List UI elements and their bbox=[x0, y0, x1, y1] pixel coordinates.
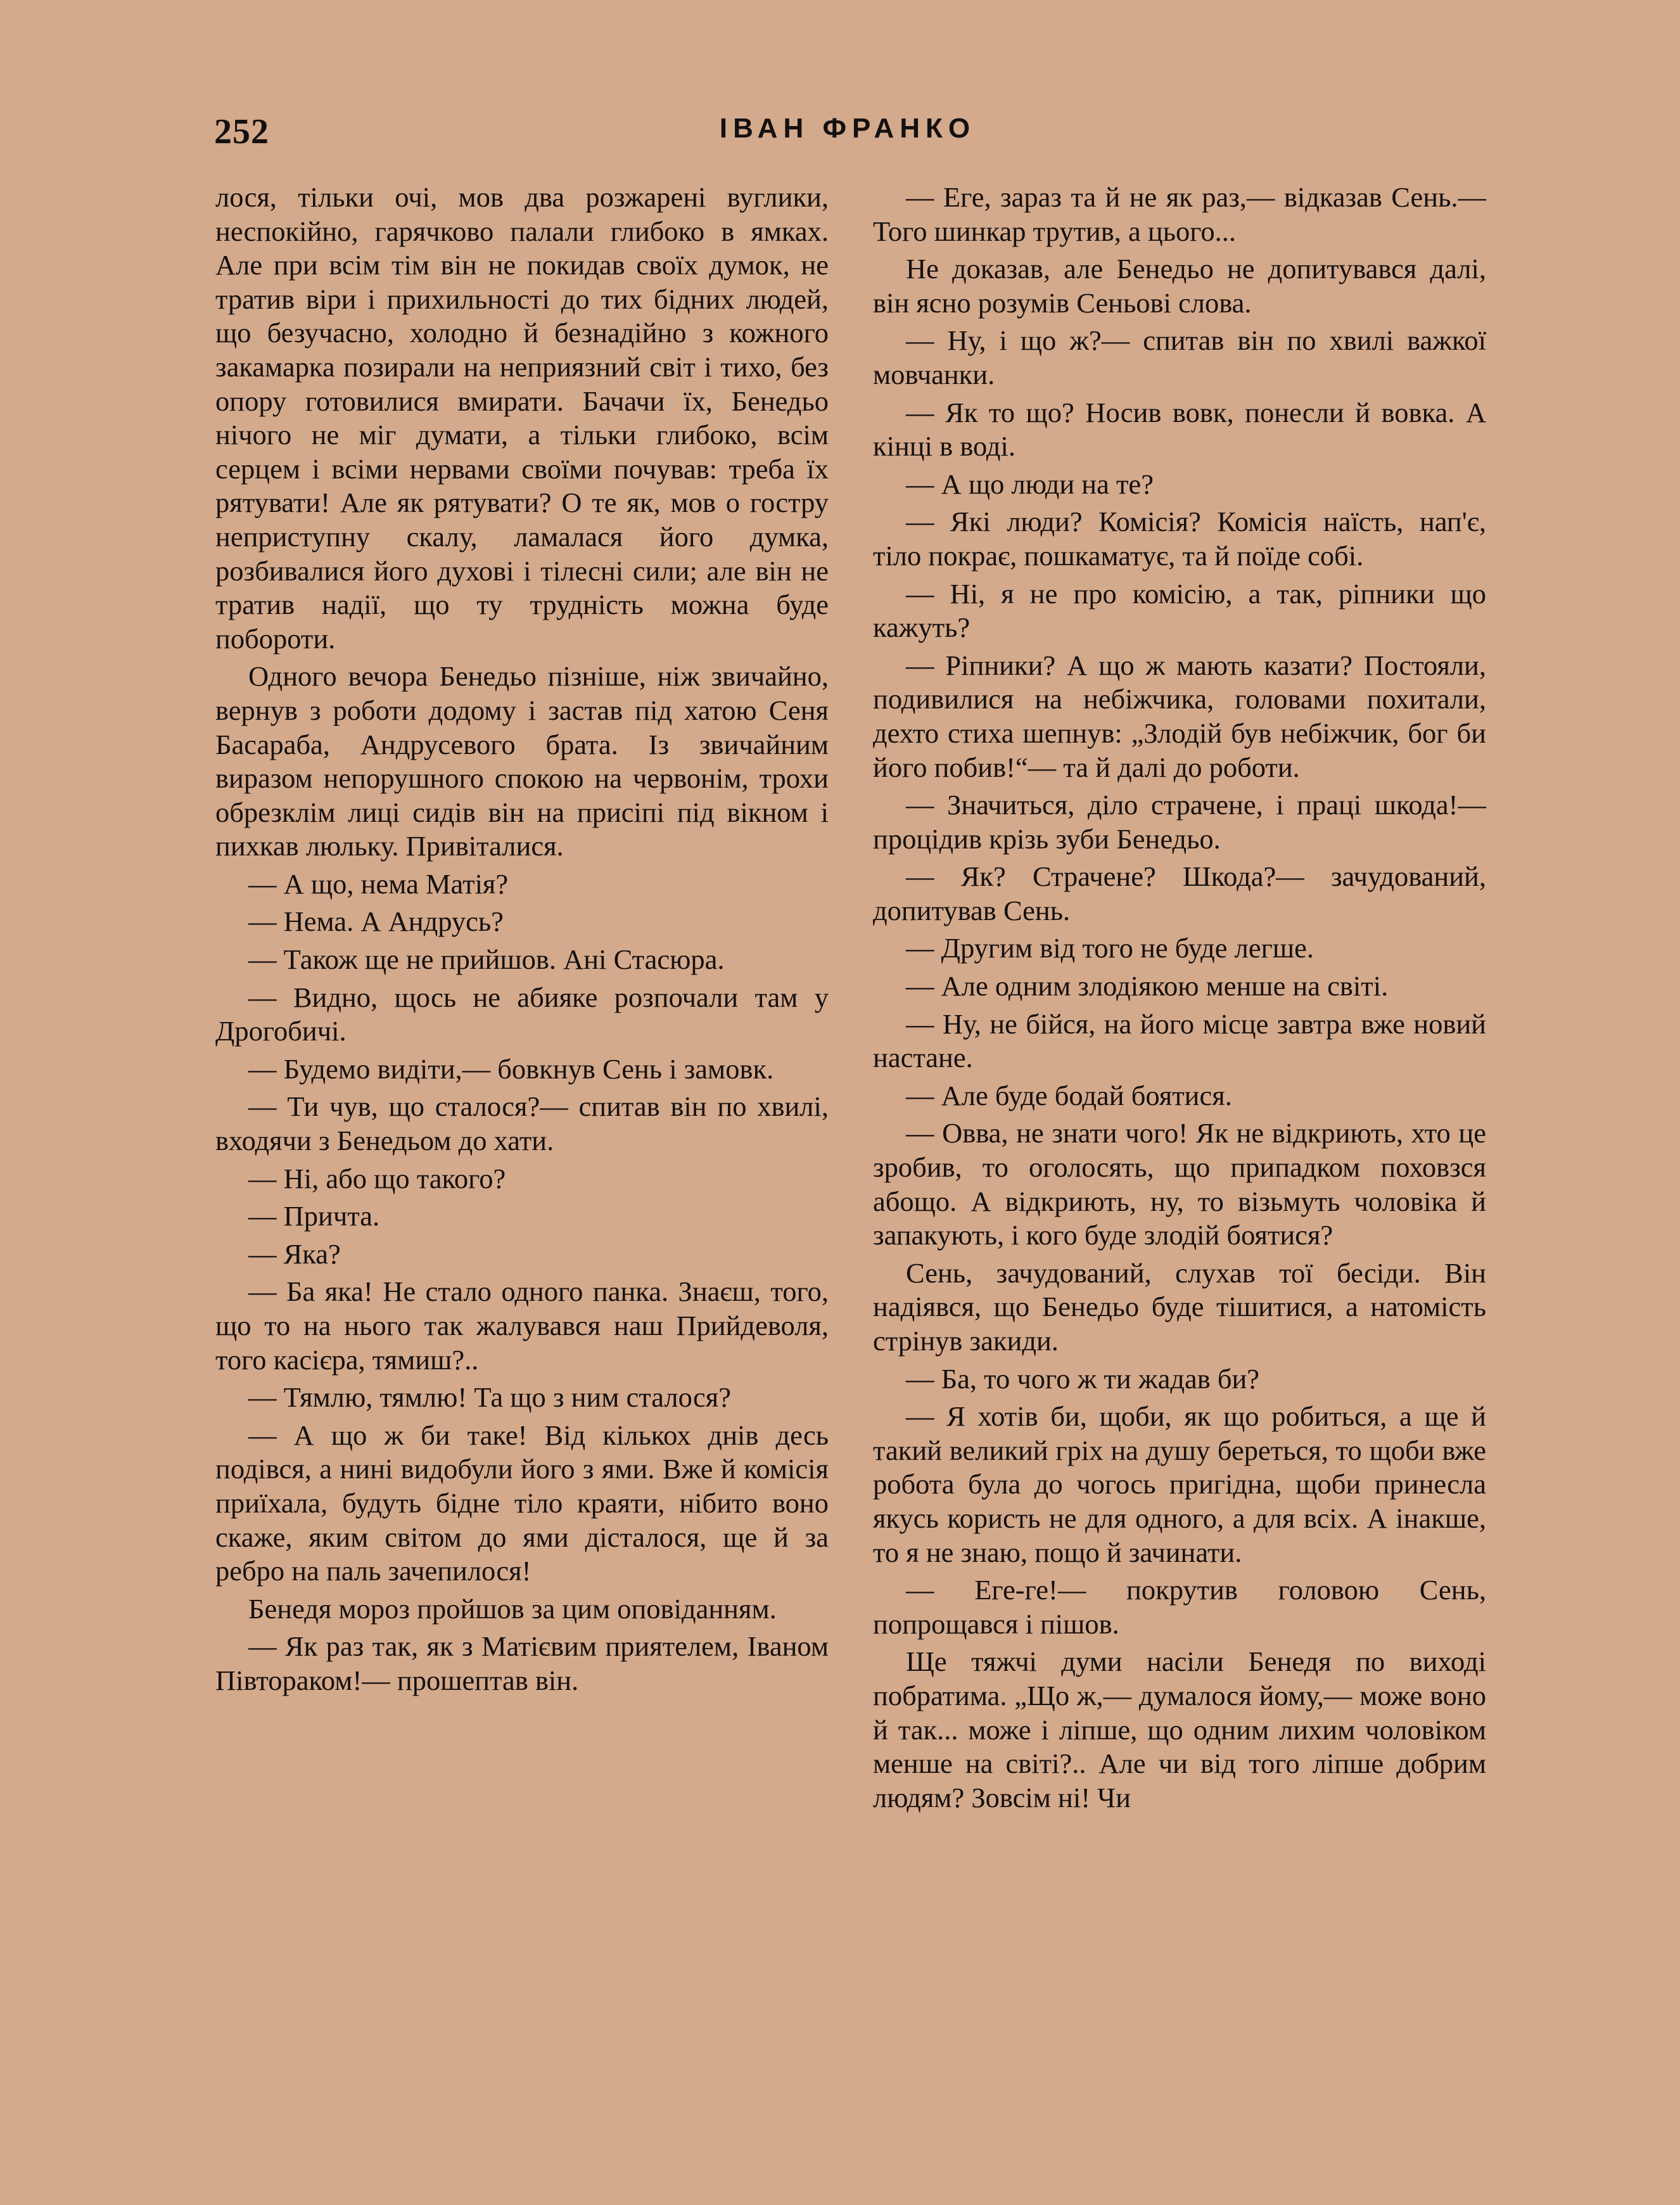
paragraph: Ще тяжчі думи насіли Бенедя по виході побратима. „Що ж,— думалося йому,— може воно й так... може і ліпше, що одним лихим чоловіком менше на світі?.. Але чи від того ліпше добрим людям? Зовсім ні! Чи bbox=[873, 1646, 1486, 1813]
paragraph: Одного вечора Бенедьо пізніше, ніж звичайно, вернув з роботи додому і застав під хатою Сеня Басараба, Андрусевого брата. Із звичайним виразом непорушного спокою на червонім, трохи обрезклім лиці сидів він на присіпі під вікном і пихкав люльку. Привіталися. bbox=[215, 660, 829, 862]
dialogue-line: — Причта. bbox=[248, 1200, 380, 1232]
paragraph: Сень, зачудований, слухав тої бесіди. Він надіявся, що Бенедьо буде тішитися, а натомість стрінув закиди. bbox=[873, 1256, 1486, 1357]
dialogue-line: — Еге-ге!— покрутив головою Сень, попрощався і пішов. bbox=[873, 1574, 1486, 1640]
dialogue-line: — Але буде бодай боятися. bbox=[906, 1079, 1232, 1111]
dialogue-line: — Ні, або що такого? bbox=[248, 1162, 506, 1194]
paragraph: лося, тільки очі, мов два розжарені вуглики, неспокійно, гарячково палали глибоко в ямках. Але при всім тім він не покидав своїх думок, не тратив віри і прихильності до тих бідних людей, що безучасно, холодно й безнадійно з кожного закамарка позирали на неприязний світ і тихо, без опору готовилися вмирати. Бачачи їх, Бенедьо нічого не міг думати, а тільки глибоко, всім серцем і всіми нервами своїми почував: треба їх рятувати! Але як рятувати? О те як, мов о гостру неприступну скалу, ламалася його думка, розбивалися його духові і тілесні сили; але він не тратив надії, що ту трудність можна буде побороти. bbox=[215, 181, 829, 655]
dialogue-line: — Але одним злодіякою менше на світі. bbox=[906, 970, 1389, 1002]
dialogue-line: — Видно, щось не абияке розпочали там у Дрогобичі. bbox=[215, 981, 829, 1047]
page-header bbox=[214, 106, 1481, 163]
dialogue-line: — Ні, я не про комісію, а так, ріпники що кажуть? bbox=[873, 577, 1486, 644]
dialogue-line: — Значиться, діло страчене, і праці шкода!— процідив крізь зуби Бенедьо. bbox=[873, 789, 1486, 855]
text-column-right bbox=[873, 181, 1486, 1815]
text-column-left bbox=[215, 181, 829, 1698]
dialogue-line: — Які люди? Комісія? Комісія наїсть, нап'є, тіло покрає, пошкаматує, та й поїде собі. bbox=[873, 506, 1486, 572]
dialogue-line: — А що ж би таке! Від кількох днів десь подівся, а нині видобули його з ями. Вже й комісія приїхала, будуть бідне тіло краяти, нібито воно скаже, яким світом до ями дісталося, ще й за ребро на паль зачепилося! bbox=[215, 1419, 829, 1587]
dialogue-line: — А що, нема Матія? bbox=[248, 867, 509, 900]
dialogue-line: — Як то що? Носив вовк, понесли й вовка. А кінці в воді. bbox=[873, 396, 1486, 463]
dialogue-line: — Будемо видіти,— бовкнув Сень і замовк. bbox=[248, 1052, 774, 1085]
dialogue-line: — Ти чув, що сталося?— спитав він по хвилі, входячи з Бенедьом до хати. bbox=[215, 1090, 829, 1157]
dialogue-line: — Також ще не прийшов. Ані Стасюра. bbox=[248, 943, 725, 976]
dialogue-line: — Нема. А Андрусь? bbox=[248, 905, 504, 938]
paragraph: Бенедя мороз пройшов за цим оповіданням. bbox=[248, 1592, 777, 1625]
dialogue-line: — Ну, не бійся, на його місце завтра вже новий настане. bbox=[873, 1007, 1486, 1074]
dialogue-line: — Ріпники? А що ж мають казати? Постояли, подивилися на небіжчика, головами похитали, дехто стиха шепнув: „Злодій був небіжчик, бог би його побив!“— та й далі до роботи. bbox=[873, 649, 1486, 783]
dialogue-line: — Як раз так, як з Матієвим приятелем, Іваном Півтораком!— прошептав він. bbox=[215, 1630, 829, 1696]
dialogue-line: — Ну, і що ж?— спитав він по хвилі важкої мовчанки. bbox=[873, 324, 1486, 390]
dialogue-line: — Тямлю, тямлю! Та що з ним сталося? bbox=[248, 1381, 731, 1414]
dialogue-line: — Як? Страчене? Шкода?— зачудований, допитував Сень. bbox=[873, 860, 1486, 926]
dialogue-line: — Овва, не знати чого! Як не відкриють, хто це зробив, то оголосять, що припадком поховзся абощо. А відкриють, ну, то візьмуть чоловіка й запакують, і кого буде злодій боятися? bbox=[873, 1117, 1486, 1251]
dialogue-line: — Я хотів би, щоби, як що робиться, а ще й такий великий гріх на душу береться, то щоби вже робота була до чогось пригідна, щоби принесла якусь користь не для одного, а для всіх. А інакше, то я не знаю, пощо й зачинати. bbox=[873, 1400, 1486, 1568]
dialogue-line: — Другим від того не буде легше. bbox=[906, 932, 1314, 964]
dialogue-line: — Ба яка! Не стало одного панка. Знаєш, того, що то на нього так жалувався наш Прийдеволя, того касієра, тямиш?.. bbox=[215, 1275, 829, 1376]
paragraph: Не доказав, але Бенедьо не допитувався далі, він ясно розумів Сеньові слова. bbox=[873, 253, 1486, 319]
dialogue-line: — А що люди на те? bbox=[906, 468, 1154, 500]
dialogue-line: — Еге, зараз та й не як раз,— відказав Сень.— Того шинкар трутив, а цього... bbox=[873, 181, 1486, 247]
dialogue-line: — Ба, то чого ж ти жадав би? bbox=[906, 1362, 1260, 1395]
dialogue-line: — Яка? bbox=[248, 1237, 341, 1270]
running-title: ІВАН ФРАНКО bbox=[719, 113, 976, 144]
page-number: 252 bbox=[214, 112, 269, 151]
